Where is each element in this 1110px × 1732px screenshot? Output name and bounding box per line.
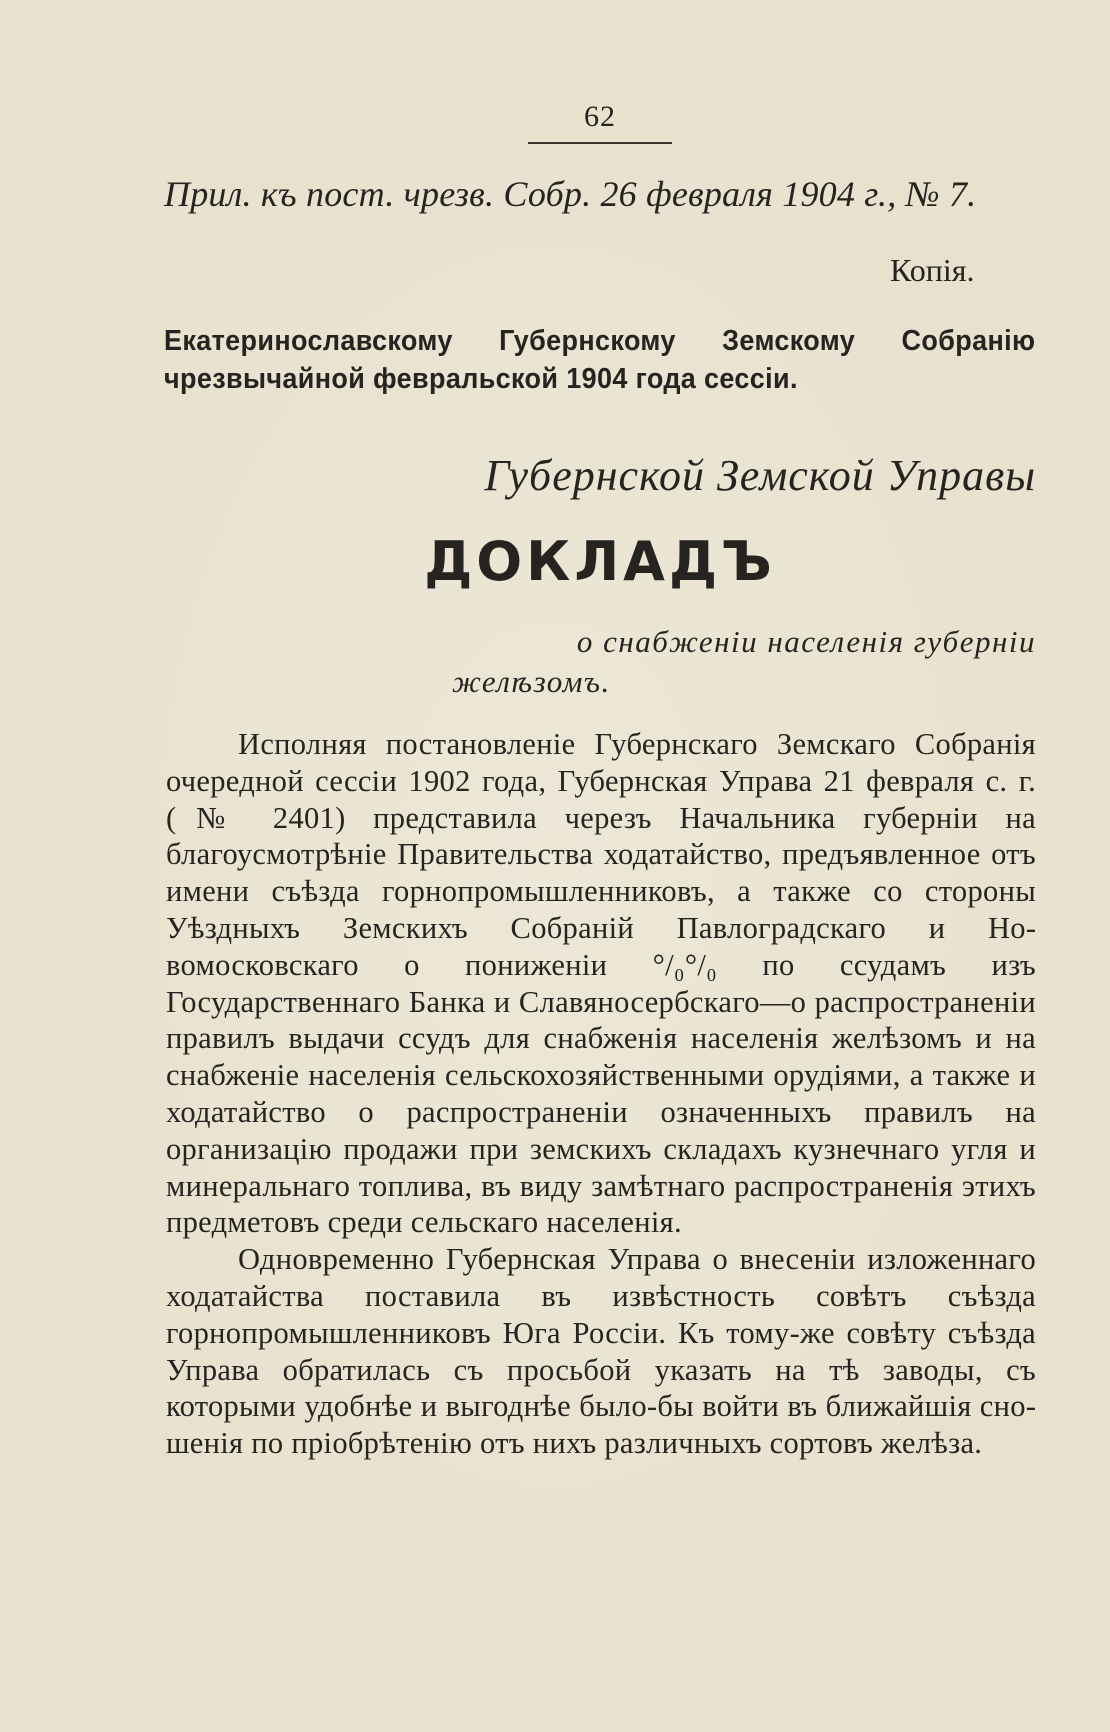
addressee-line-1: Екатеринославскому Губернскому Земскому Собранію bbox=[164, 325, 1036, 357]
copy-label: Копія. bbox=[890, 252, 975, 288]
report-subject bbox=[452, 622, 1036, 702]
body-paragraph-2: Одновременно Губернская Управа о внесеніи изложеннаго ходатайства поставила въ извѣстность совѣтъ съѣзда горнопромышленниковъ Юга Россіи. Къ тому-же совѣту съѣзда Управа обратилась съ просьбой указать на тѣ заводы, съ которыми удобнѣе и выгоднѣе было-бы войти въ ближайшія сношенія по пріобрѣтенію отъ нихъ различныхъ сортовъ желѣза. bbox=[166, 1242, 1036, 1461]
report-title: ДОКЛАДЪ bbox=[424, 530, 776, 593]
subject-line-2: желѣзомъ. bbox=[452, 664, 611, 699]
addressee-line-2: чрезвычайной февральской 1904 года сессіи. bbox=[164, 363, 798, 395]
page-number: 62 bbox=[584, 100, 616, 133]
board-name: Губернской Земской Управы bbox=[484, 451, 1036, 500]
subject-line-1: о снабженіи населенія губерніи bbox=[576, 624, 1036, 659]
body-text bbox=[166, 726, 1036, 1462]
body-paragraph-1: Исполняя постановленіе Губернскаго Земскаго Собранія очередной сессіи 1902 года, Губернская Управа 21 февраля с. г. (№ 2401) представила черезъ Начальника губерніи на благоусмотрѣніе Правительства ходатайство, предъявленное отъ имени съѣзда горнопромышленниковъ, а также со стороны Уѣздныхъ Земскихъ Собраній Павлоградскаго и Новомосковскаго о пониженіи °/₀°/₀ по ссудамъ изъ Государственнаго Банка и Славяносербскаго—о распространеніи правилъ выдачи ссудъ для снабженія населенія желѣзомъ и на снабженіе населенія сельскохозяйственными орудіями, а также и ходатайство о распространеніи означенныхъ правилъ на организацію продажи при земскихъ складахъ кузнечнаго угля и минеральнаго топлива, въ виду замѣтнаго распространенія этихъ предметовъ среди сельскаго населенія. bbox=[166, 727, 1036, 1240]
page-number-rule bbox=[528, 142, 672, 144]
appendix-reference: Прил. къ пост. чрезв. Собр. 26 февраля 1904 г., № 7. bbox=[164, 174, 977, 214]
addressee-heading bbox=[164, 322, 1036, 398]
